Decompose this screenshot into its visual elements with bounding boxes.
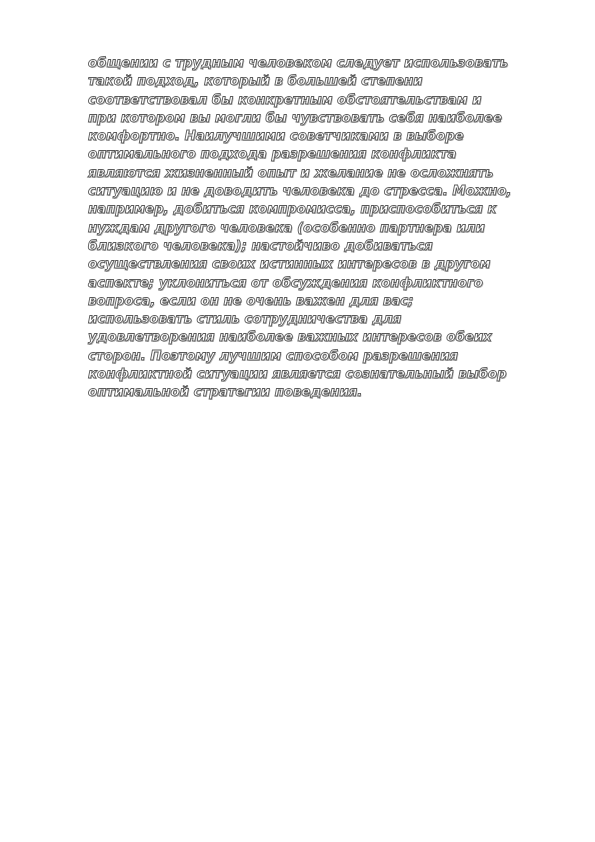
text-line: являются жизненный опыт и желание не осложнять (88, 165, 494, 181)
text-line: вопроса, если он не очень важен для вас; (88, 293, 414, 309)
body-paragraph (88, 55, 558, 403)
text-line: аспекте; уклониться от обсуждения конфликтного (88, 275, 483, 291)
text-line: осуществления своих истинных интересов в другом (88, 257, 491, 273)
text-line: конфликтной ситуации является сознательный выбор (88, 367, 507, 383)
text-line: например, добиться компромисса, приспособиться к (88, 202, 497, 218)
text-line: ситуацию и не доводить человека до стресса. Можно, (88, 184, 512, 200)
text-line: сторон. Поэтому лучшим способом разрешения (88, 348, 458, 364)
text-line: при котором вы могли бы чувствовать себя наиболее (88, 110, 502, 126)
text-line: комфортно. Наилучшими советчиками в выборе (88, 129, 464, 145)
text-line: нуждам другого человека (особенно партнера или (88, 220, 485, 236)
text-line: такой подход, который в большей степени (88, 74, 423, 90)
text-line: оптимальной стратегии поведения. (88, 385, 363, 401)
text-line: соответствовал бы конкретным обстоятельствам и (88, 92, 482, 108)
text-line: удовлетворения наиболее важных интересов обеих (88, 330, 492, 346)
text-line: общении с трудным человеком следует использовать (88, 56, 508, 71)
text-line: оптимального подхода разрешения конфликта (88, 147, 457, 163)
text-line: использовать стиль сотрудничества для (88, 312, 402, 328)
text-line: близкого человека); настойчиво добиваться (88, 238, 433, 254)
